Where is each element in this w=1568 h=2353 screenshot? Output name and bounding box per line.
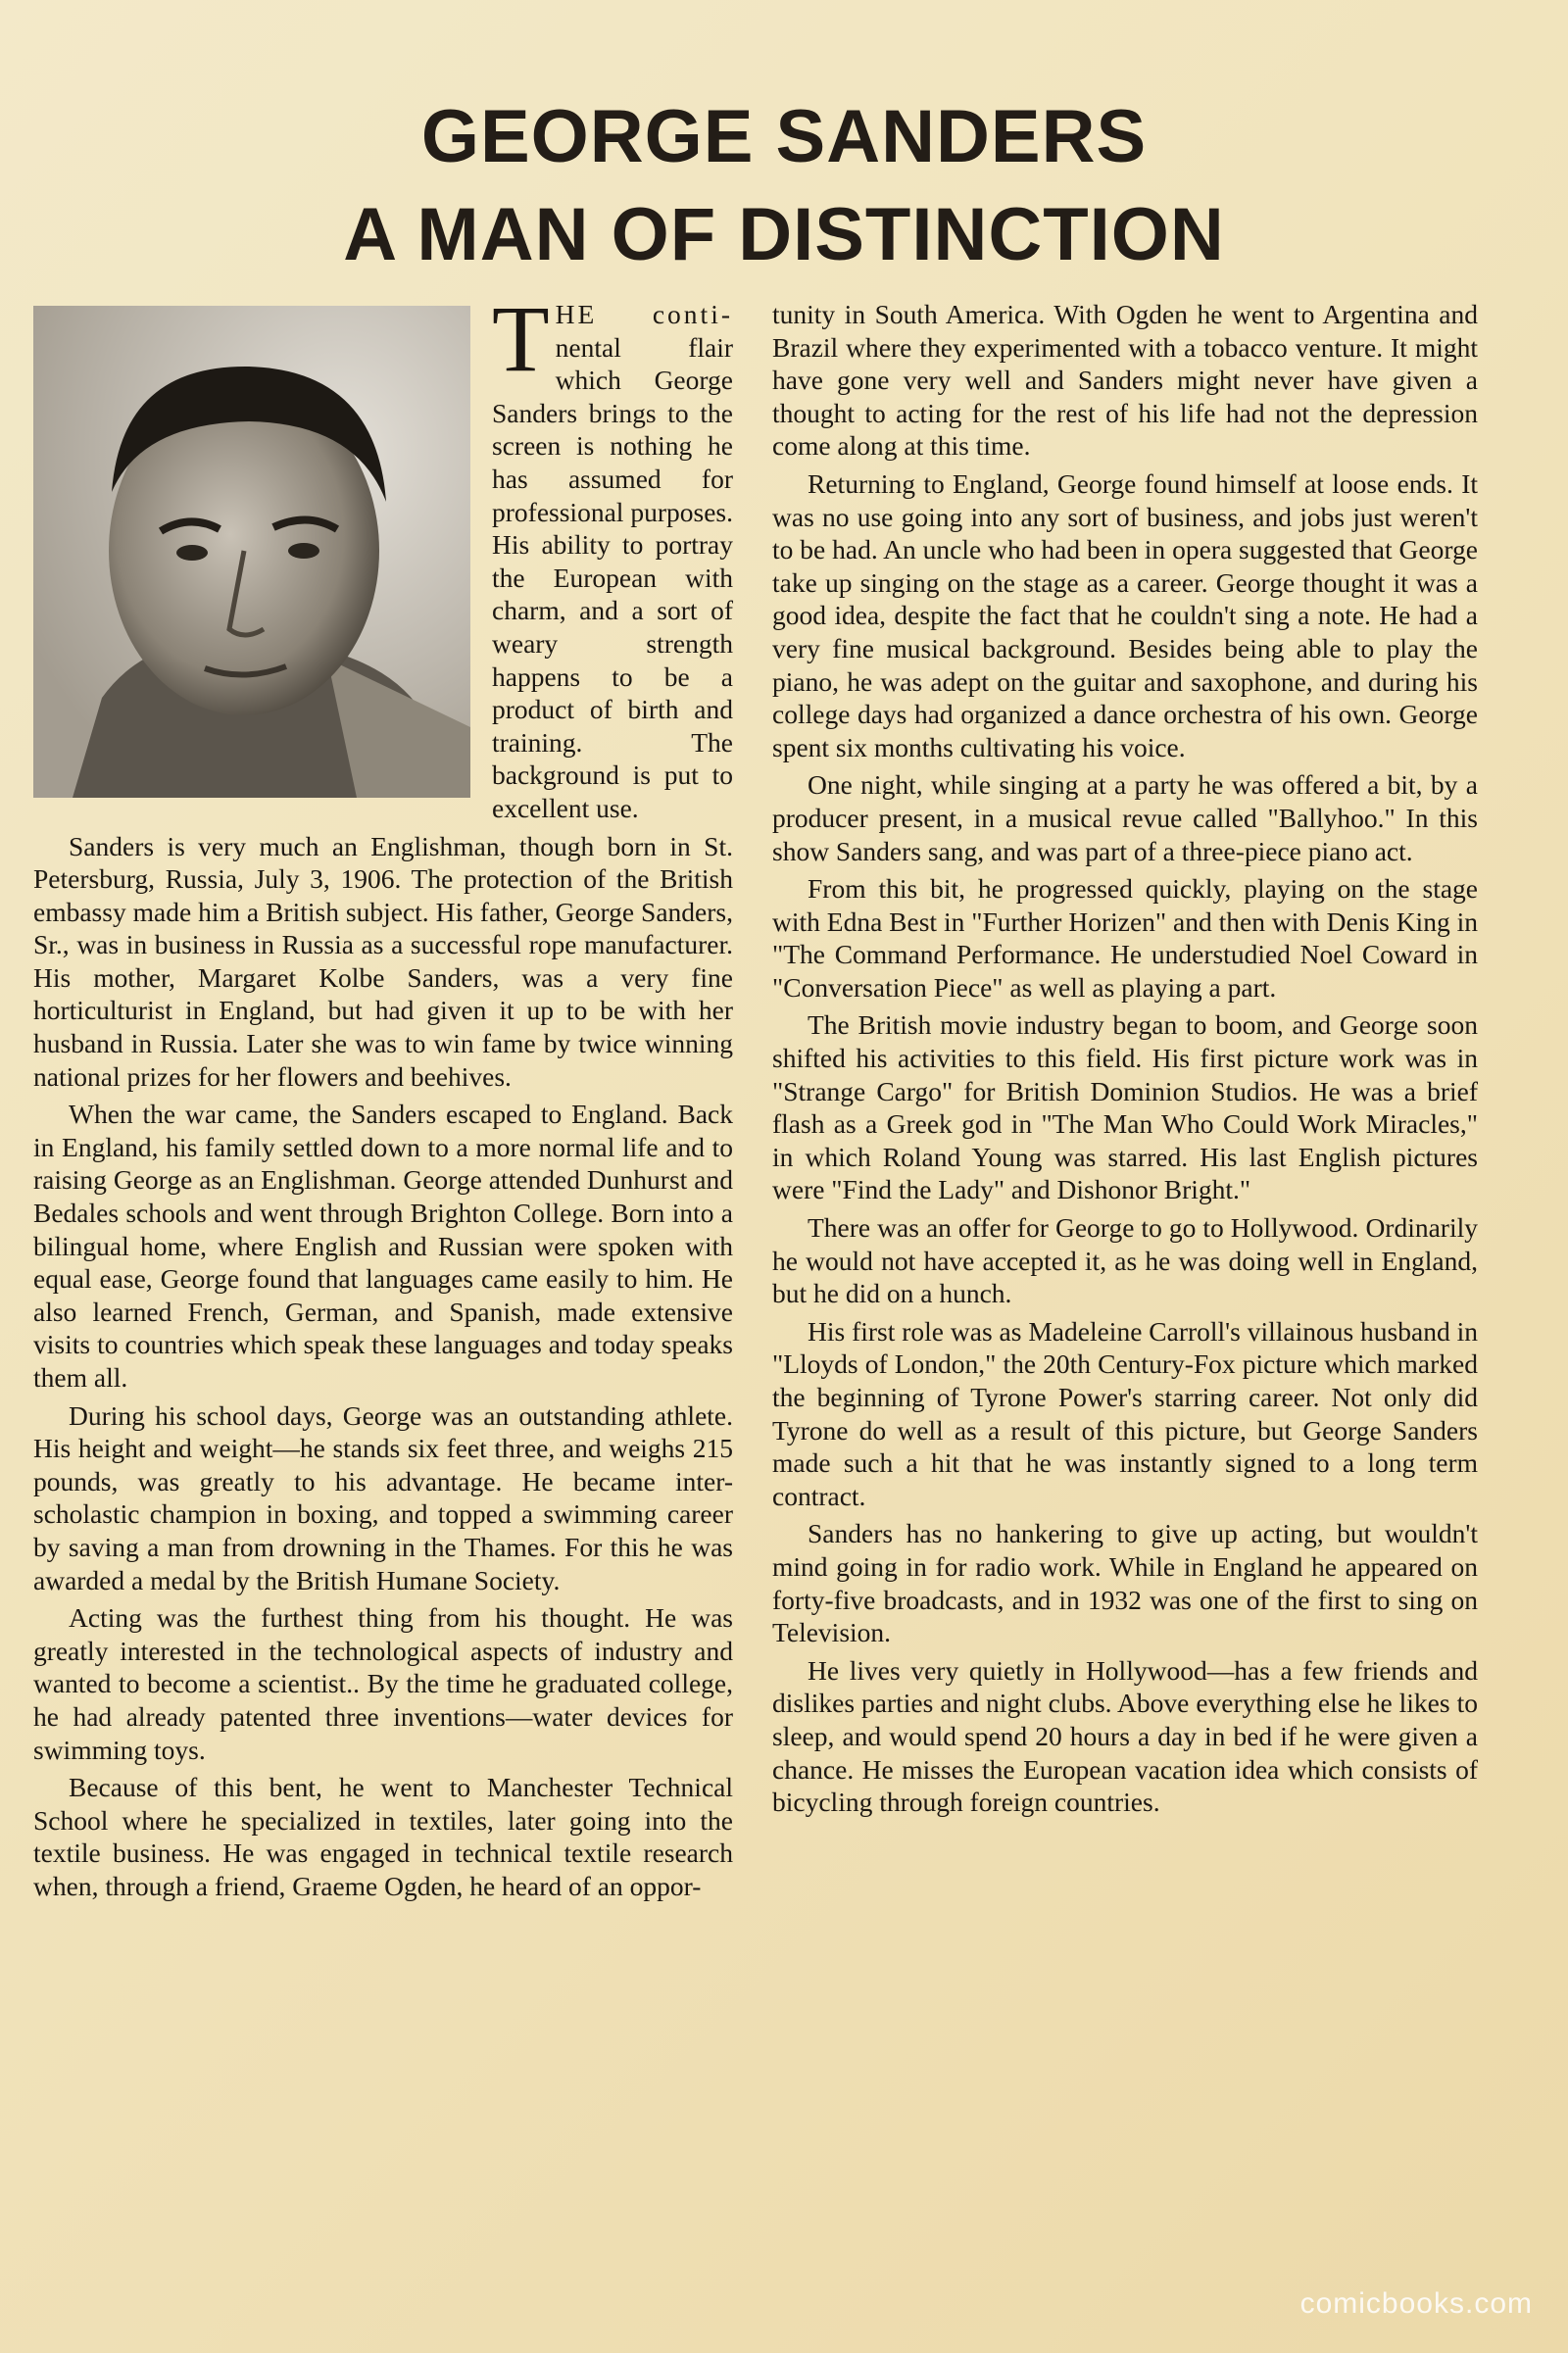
- article-paragraph: One night, while singing at a party he was offered a bit, by a producer present, in a musical revue called "Ballyhoo." In this show Sanders sang, and was part of a three-piece piano act.: [772, 769, 1478, 866]
- article-paragraph: Returning to England, George found himself at loose ends. It was no use going into any sort of business, and jobs just weren't to be had. An uncle who had been in opera suggested that George take up singing on the stage as a career. George thought it was a good idea, despite the fact that he couldn't sing a note. He had a very fine musical background. Besides being able to play the piano, he was adept on the guitar and saxophone, and during his college days had organized a dance orchestra of his own. George spent six months cultivating his voice.: [772, 467, 1478, 762]
- article-paragraph-continued: tunity in South America. With Ogden he went to Argentina and Brazil where they experimented with a tobacco venture. It might have gone very well and Sanders might never have given a thought to acting for the rest of his life had not the depression come along at this time.: [772, 299, 1478, 462]
- lead-text: nental flair which George Sanders brings to the screen is nothing he has assumed for professional purposes. His ability to portray the European with charm, and a sort of weary strength happens to be a product of birth and training. The background is put to excellent use.: [492, 331, 733, 823]
- portrait-photo: [33, 306, 470, 798]
- lead-smallcaps: HE conti-: [555, 299, 733, 329]
- article-paragraph: The British movie industry began to boom, and George soon shifted his activities to this field. His first picture work was in "Strange Cargo" for British Dominion Studios. He was a brief flash as a Greek god in "The Man Who Could Work Miracles," in which Roland Young was starred. His last English pictures were "Find the Lady" and Dishonor Bright.": [772, 1009, 1478, 1205]
- article-paragraph: During his school days, George was an outstanding athlete. His height and weight—he stands six feet three, and weighs 215 pounds, was greatly to his advantage. He became inter-scholastic champion in boxing, and topped a swimming career by saving a man from drowning in the Thames. For this he was awarded a medal by the British Humane Society.: [33, 1399, 733, 1595]
- article-paragraph: Because of this bent, he went to Manchester Technical School where he specialized in textiles, later going into the textile business. He was engaged in technical textile research when, through a friend, Graeme Ogden, he heard of an oppor-: [33, 1772, 733, 1901]
- article-column-right: [772, 298, 1478, 1824]
- article-column-left: [33, 286, 733, 1908]
- page-title-line-2: A MAN OF DISTINCTION: [343, 193, 1225, 276]
- article-paragraph: His first role was as Madeleine Carroll's villainous husband in "Lloyds of London," the 20th Century-Fox picture which marked the beginning of Tyrone Power's starring career. Not only did Tyrone do well as a result of this picture, but George Sanders made such a hit that he was instantly signed to a long term contract.: [772, 1315, 1478, 1511]
- article-paragraph: When the war came, the Sanders escaped to England. Back in England, his family settled down to a more normal life and to raising George as an Englishman. George attended Dunhurst and Bedales schools and went through Brighton College. Born into a bilingual home, where English and Russian were spoken with equal ease, George found that languages came easily to him. He also learned French, German, and Spanish, made extensive visits to countries which speak these languages and today speaks them all.: [33, 1099, 733, 1393]
- article-paragraph: He lives very quietly in Hollywood—has a few friends and dislikes parties and night clubs. Above everything else he likes to sleep, and would spend 20 hours a day in bed if he were given a chance. He misses the European vacation idea which consists of bicycling through foreign countries.: [772, 1654, 1478, 1818]
- article-paragraph: From this bit, he progressed quickly, playing on the stage with Edna Best in "Further Horizen" and then with Denis King in "The Command Performance. He understudied Noel Coward in "Conversation Piece" as well as playing a part.: [772, 873, 1478, 1003]
- article-paragraph: Acting was the furthest thing from his thought. He was greatly interested in the technological aspects of industry and wanted to become a scientist.. By the time he graduated college, he had already patented three inventions—water devices for swimming toys.: [33, 1602, 733, 1765]
- page-title-line-1: GEORGE SANDERS: [420, 95, 1148, 178]
- article-paragraph: Sanders is very much an Englishman, though born in St. Petersburg, Russia, July 3, 1906. The protection of the British embassy made him a British subject. His father, George Sanders, Sr., was in business in Russia as a successful rope manufacturer. His mother, Margaret Kolbe Sanders, was a very fine horticulturist in England, but had given it up to be with her husband in Russia. Later she was to win fame by twice winning national prizes for her flowers and beehives.: [33, 830, 733, 1092]
- article-paragraph: There was an offer for George to go to Hollywood. Ordinarily he would not have accepted it, as he was doing well in England, but he did on a hunch.: [772, 1212, 1478, 1309]
- article-paragraph: Sanders has no hankering to give up acting, but wouldn't mind going in for radio work. While in England he appeared on forty-five broadcasts, and in 1932 was one of the first to sing on Television.: [772, 1518, 1478, 1648]
- watermark-text: comicbooks.com: [1299, 2287, 1533, 2320]
- drop-cap: T: [492, 286, 550, 391]
- portrait-image: [33, 306, 470, 798]
